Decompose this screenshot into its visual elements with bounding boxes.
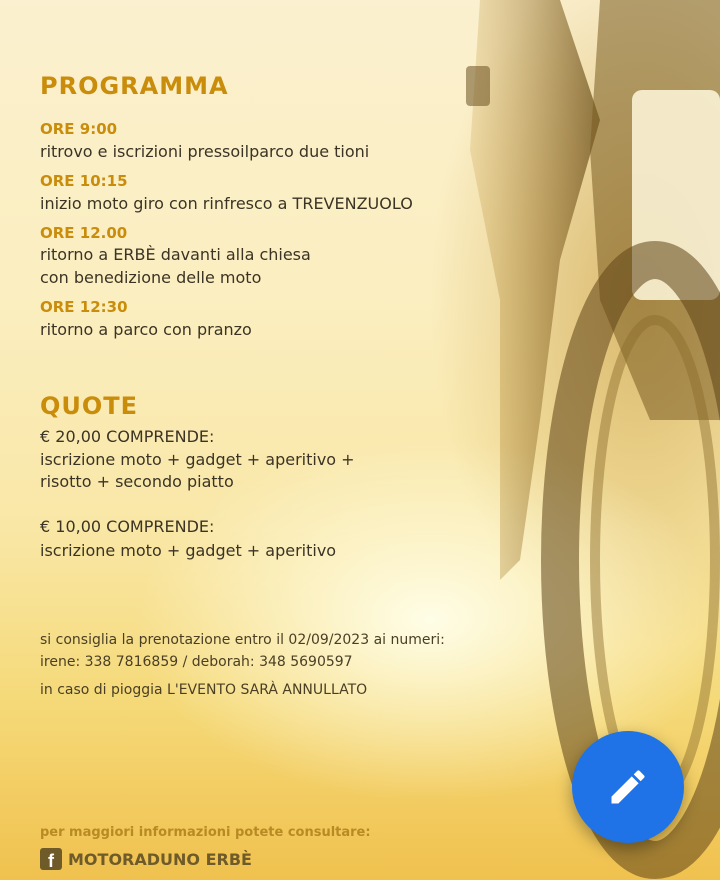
- schedule-description: con benedizione delle moto: [40, 268, 262, 287]
- schedule-time: ORE 12.00: [40, 224, 128, 242]
- quote-description: risotto + secondo piatto: [40, 472, 234, 491]
- quote-price: € 20,00 COMPRENDE:: [40, 427, 215, 446]
- quote-description: iscrizione moto + gadget + aperitivo: [40, 541, 337, 560]
- programma-heading: PROGRAMMA: [40, 72, 229, 100]
- schedule-description: ritrovo e iscrizioni pressoilparco due tioni: [40, 142, 370, 161]
- facebook-link[interactable]: [40, 848, 252, 870]
- schedule-time: ORE 10:15: [40, 172, 128, 190]
- schedule-description: ritorno a ERBÈ davanti alla chiesa: [40, 245, 311, 264]
- contact-numbers: irene: 338 7816859 / deborah: 348 5690597: [40, 654, 353, 670]
- more-info-text: per maggiori informazioni potete consultare:: [40, 825, 371, 840]
- rain-notice: in caso di pioggia L'EVENTO SARÀ ANNULLATO: [40, 682, 368, 698]
- schedule-time: ORE 12:30: [40, 298, 128, 316]
- quote-description: iscrizione moto + gadget + aperitivo +: [40, 450, 355, 469]
- edit-pencil-icon: [606, 765, 650, 809]
- schedule-time: ORE 9:00: [40, 120, 118, 138]
- quote-heading: QUOTE: [40, 392, 139, 420]
- booking-note: si consiglia la prenotazione entro il 02/09/2023 ai numeri:: [40, 632, 445, 648]
- quote-price: € 10,00 COMPRENDE:: [40, 517, 215, 536]
- schedule-description: ritorno a parco con pranzo: [40, 320, 252, 339]
- edit-fab-button[interactable]: [572, 731, 684, 843]
- facebook-page-name: MOTORADUNO ERBÈ: [68, 849, 252, 869]
- schedule-description: inizio moto giro con rinfresco a TREVENZUOLO: [40, 194, 413, 213]
- facebook-icon: f: [40, 848, 62, 870]
